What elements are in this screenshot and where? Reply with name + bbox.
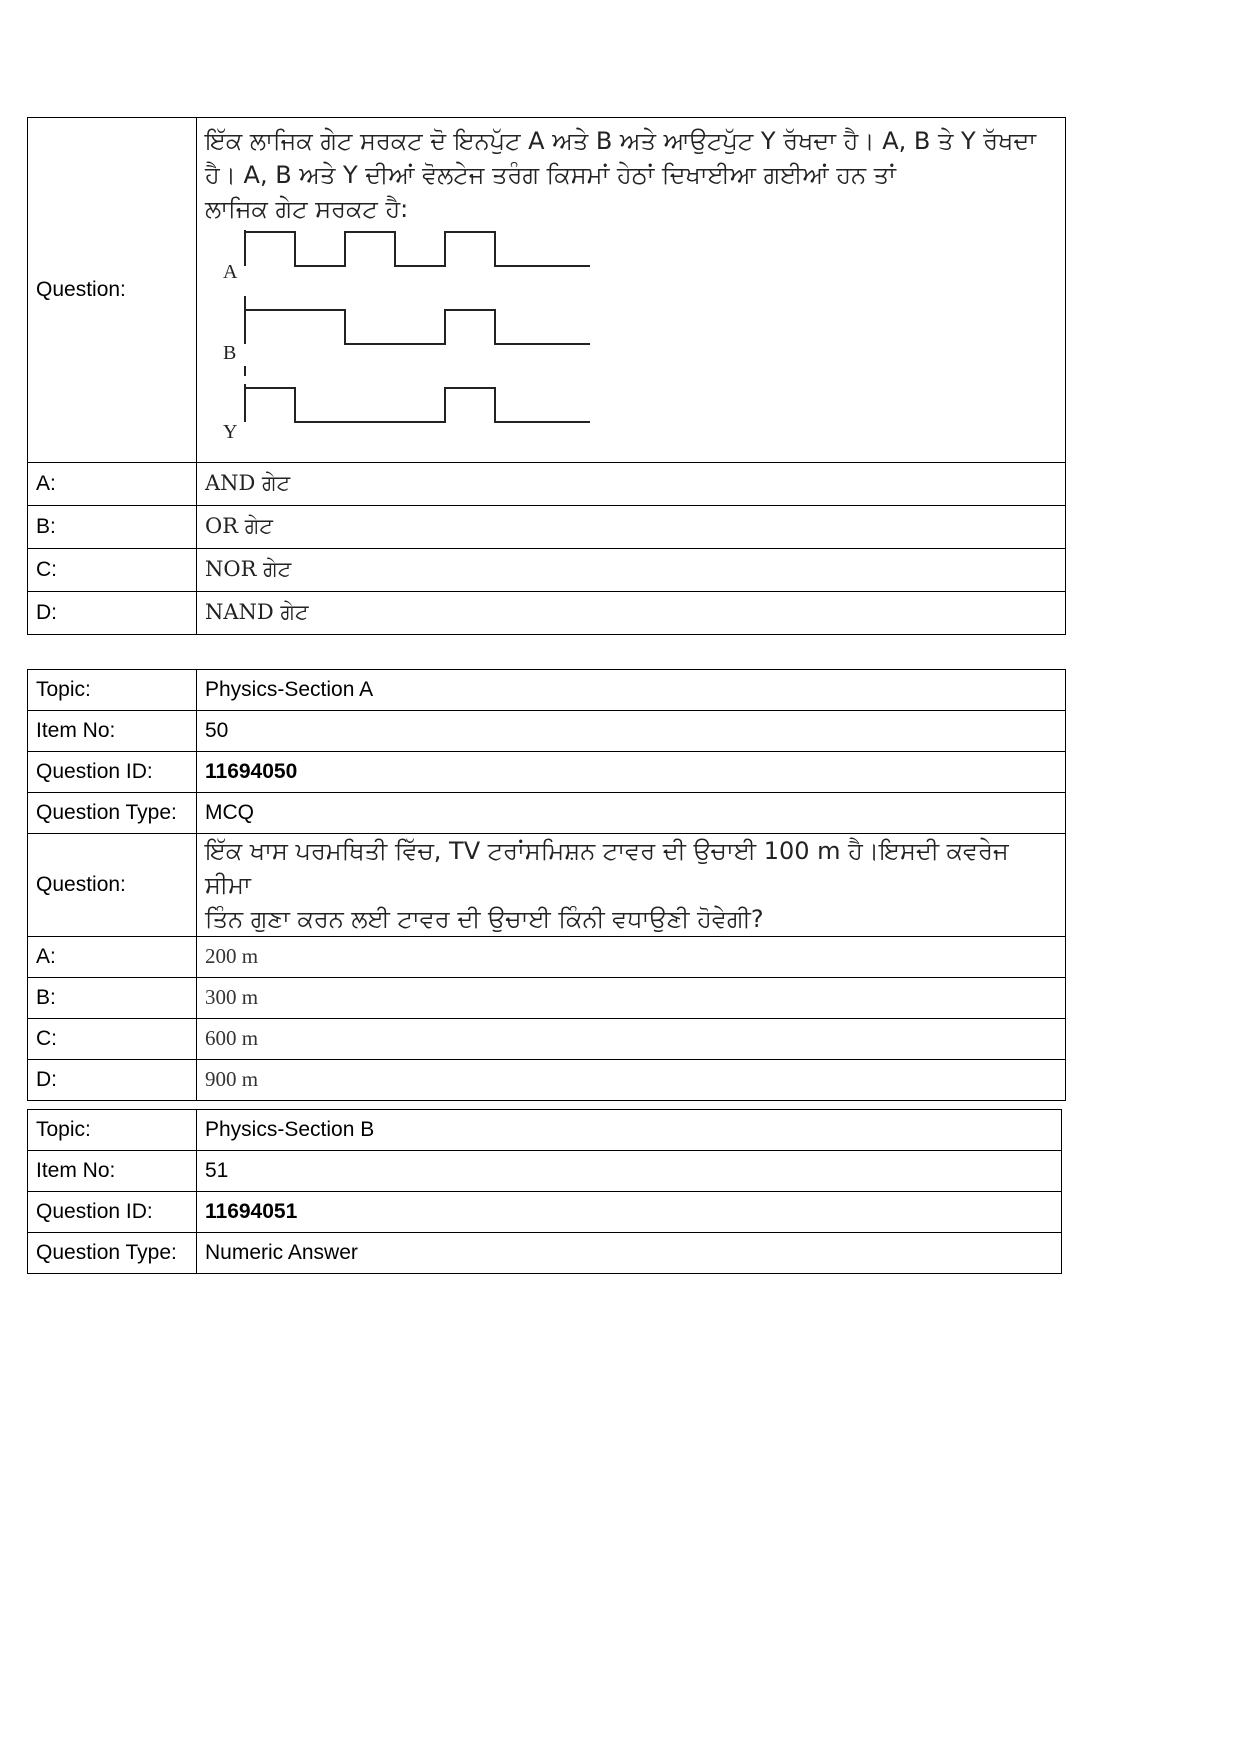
- question-text: [205, 834, 1057, 936]
- question-line: ਹੈ। A, B ਅਤੇ Y ਦੀਆਂ ਵੋਲਟੇਜ ਤਰੰਗ ਕਿਸਮਾਂ ਹੇਠਾਂ ਦਿਖਾਈਆ ਗਈਆਂ ਹਨ ਤਾਂ: [205, 161, 896, 189]
- option-text: 200 m: [197, 937, 1066, 978]
- question-table-51: [27, 1109, 1062, 1274]
- signal-label-y: Y: [223, 421, 238, 443]
- question-id-value: 11694051: [197, 1192, 1062, 1233]
- question-cell: [197, 118, 1066, 463]
- item-no-label: Item No:: [28, 1151, 197, 1192]
- signal-label-a: A: [223, 261, 238, 283]
- waveform-a: [245, 232, 590, 266]
- option-label: D:: [28, 592, 197, 635]
- question-id-value: 11694050: [197, 752, 1066, 793]
- option-label: A:: [28, 463, 197, 506]
- question-line: ਤਿੰਨ ਗੁਣਾ ਕਰਨ ਲਈ ਟਾਵਰ ਦੀ ਉਚਾਈ ਕਿੰਨੀ ਵਧਾਉਣੀ ਹੋਵੇਗੀ?: [205, 905, 764, 933]
- waveform-diagram: [205, 226, 605, 446]
- question-table-50: [27, 669, 1066, 1101]
- question-id-label: Question ID:: [28, 752, 197, 793]
- option-text: NOR ਗੇਟ: [197, 549, 1066, 592]
- option-text: OR ਗੇਟ: [197, 506, 1066, 549]
- question-type-value: Numeric Answer: [197, 1233, 1062, 1274]
- option-text: 300 m: [197, 978, 1066, 1019]
- option-text: 900 m: [197, 1060, 1066, 1101]
- option-label: D:: [28, 1060, 197, 1101]
- option-label: B:: [28, 978, 197, 1019]
- option-text: AND ਗੇਟ: [197, 463, 1066, 506]
- topic-label: Topic:: [28, 670, 197, 711]
- question-line: ਲਾਜਿਕ ਗੇਟ ਸਰਕਟ ਹੈ:: [205, 195, 409, 223]
- topic-value: Physics-Section A: [197, 670, 1066, 711]
- item-no-label: Item No:: [28, 711, 197, 752]
- question-label: Question:: [28, 834, 197, 937]
- option-label: B:: [28, 506, 197, 549]
- question-type-label: Question Type:: [28, 793, 197, 834]
- item-no-value: 51: [197, 1151, 1062, 1192]
- question-id-label: Question ID:: [28, 1192, 197, 1233]
- question-type-value: MCQ: [197, 793, 1066, 834]
- question-table-49: [27, 117, 1066, 635]
- waveform-b: [245, 310, 590, 344]
- option-text: NAND ਗੇਟ: [197, 592, 1066, 635]
- question-type-label: Question Type:: [28, 1233, 197, 1274]
- waveform-y: [245, 388, 590, 422]
- question-line: ਇੱਕ ਖਾਸ ਪਰਮਥਿਤੀ ਵਿੱਚ, TV ਟਰਾਂਸਮਿਸ਼ਨ ਟਾਵਰ ਦੀ ਉਚਾਈ 100 m ਹੈ।ਇਸਦੀ ਕਵਰੇਜ ਸੀਮਾ: [205, 837, 1009, 899]
- topic-label: Topic:: [28, 1110, 197, 1151]
- signal-label-b: B: [223, 342, 237, 364]
- topic-value: Physics-Section B: [197, 1110, 1062, 1151]
- question-line: ਇੱਕ ਲਾਜਿਕ ਗੇਟ ਸਰਕਟ ਦੋ ਇਨਪੁੱਟ A ਅਤੇ B ਅਤੇ ਆਉਟਪੁੱਟ Y ਰੱਖਦਾ ਹੈ। A, B ਤੇ Y ਰੱਖਦਾ: [205, 127, 1037, 155]
- option-label: C:: [28, 549, 197, 592]
- question-label: Question:: [28, 118, 197, 463]
- option-text: 600 m: [197, 1019, 1066, 1060]
- item-no-value: 50: [197, 711, 1066, 752]
- question-cell: [197, 834, 1066, 937]
- option-label: C:: [28, 1019, 197, 1060]
- option-label: A:: [28, 937, 197, 978]
- question-text: [205, 118, 1057, 226]
